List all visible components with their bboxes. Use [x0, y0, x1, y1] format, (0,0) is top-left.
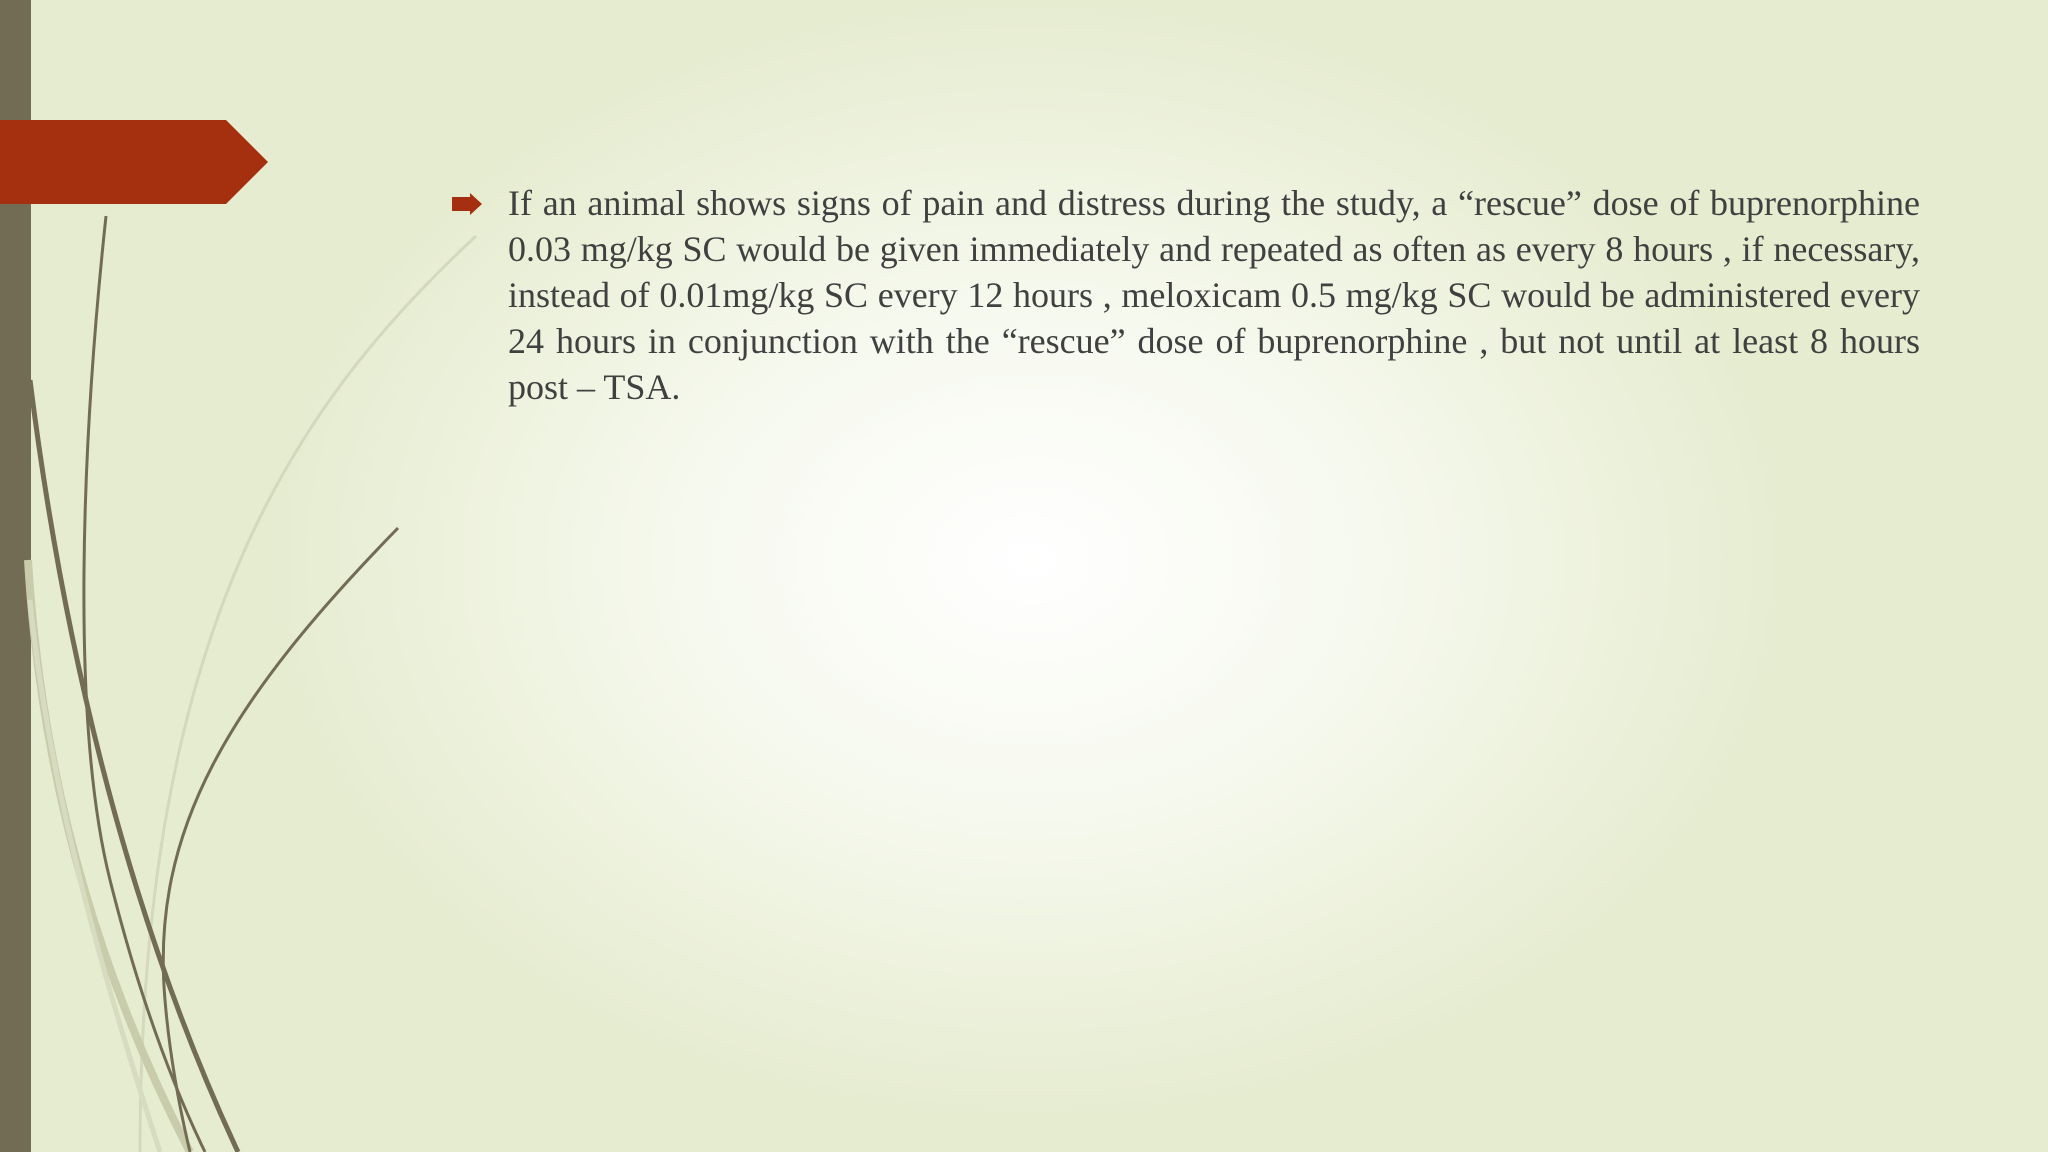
bullet-list [450, 180, 1920, 410]
decor-curve-light-1 [140, 236, 476, 1152]
accent-arrow-banner [0, 120, 268, 204]
bullet-text: If an animal shows signs of pain and distress during the study, a “rescue” dose of buprenorphine 0.03 mg/kg SC would be given immediately and repeated as often as every 8 hours , if necessary, instead of 0.01mg/kg SC every 12 hours , meloxicam 0.5 mg/kg SC would be administered every 24 hours in conjunction with the “rescue” dose of buprenorphine , but not until at least 8 hours post – TSA. [508, 183, 1920, 407]
bullet-item [450, 180, 1920, 410]
arrow-right-icon [452, 193, 484, 215]
